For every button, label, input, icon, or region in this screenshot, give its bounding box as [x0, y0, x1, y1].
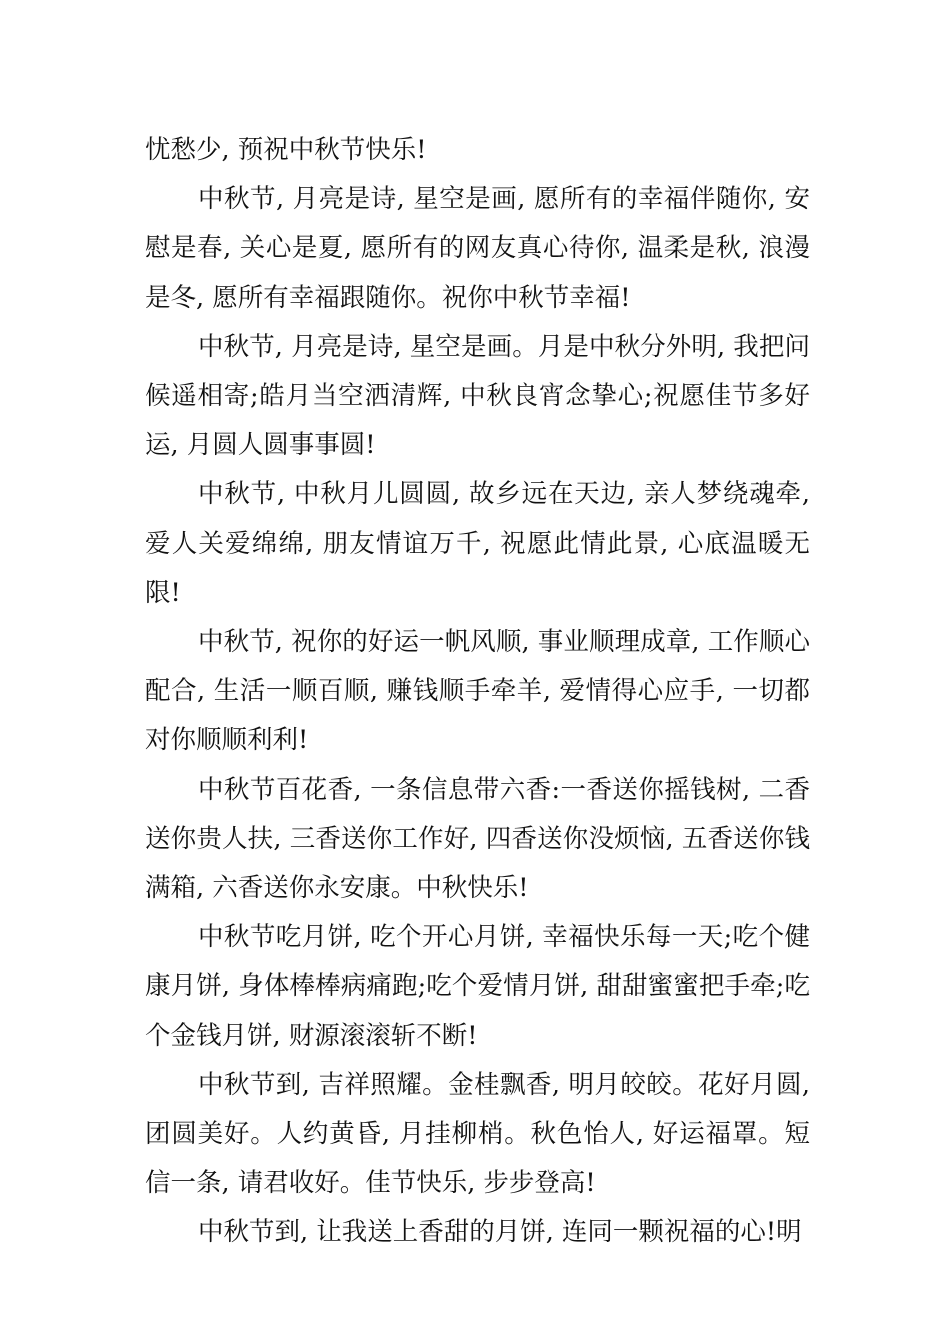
paragraph: 中秋节, 月亮是诗, 星空是画, 愿所有的幸福伴随你, 安慰是春, 关心是夏, 愿所有的网友真心待你, 温柔是秋, 浪漫是冬, 愿所有幸福跟随你。祝你中秋节幸福!	[145, 184, 810, 313]
paragraph: 中秋节吃月饼, 吃个开心月饼, 幸福快乐每一天;吃个健康月饼, 身体棒棒病痛跑;吃个爱情月饼, 甜甜蜜蜜把手牵;吃个金钱月饼, 财源滚滚斩不断!	[145, 922, 810, 1051]
paragraph: 中秋节百花香, 一条信息带六香:一香送你摇钱树, 二香送你贵人扶, 三香送你工作好, 四香送你没烦恼, 五香送你钱满箱, 六香送你永安康。中秋快乐!	[145, 774, 810, 904]
paragraph: 忧愁少, 预祝中秋节快乐!	[145, 135, 427, 165]
paragraph: 中秋节到, 让我送上香甜的月饼, 连同一颗祝福的心!明	[198, 1217, 802, 1248]
paragraph: 中秋节到, 吉祥照耀。金桂飘香, 明月皎皎。花好月圆, 团圆美好。人约黄昏, 月挂柳梢。秋色怡人, 好运福罩。短信一条, 请君收好。佳节快乐, 步步登高!	[145, 1069, 810, 1199]
document-body	[145, 126, 810, 1258]
paragraph: 中秋节, 祝你的好运一帆风顺, 事业顺理成章, 工作顺心配合, 生活一顺百顺, 赚钱顺手牵羊, 爱情得心应手, 一切都对你顺顺利利!	[145, 627, 810, 756]
paragraph: 中秋节, 月亮是诗, 星空是画。月是中秋分外明, 我把问候遥相寄;皓月当空洒清辉, 中秋良宵念挚心;祝愿佳节多好运, 月圆人圆事事圆!	[145, 331, 810, 461]
paragraph: 中秋节, 中秋月儿圆圆, 故乡远在天边, 亲人梦绕魂牵, 爱人关爱绵绵, 朋友情谊万千, 祝愿此情此景, 心底温暖无限!	[145, 479, 810, 608]
